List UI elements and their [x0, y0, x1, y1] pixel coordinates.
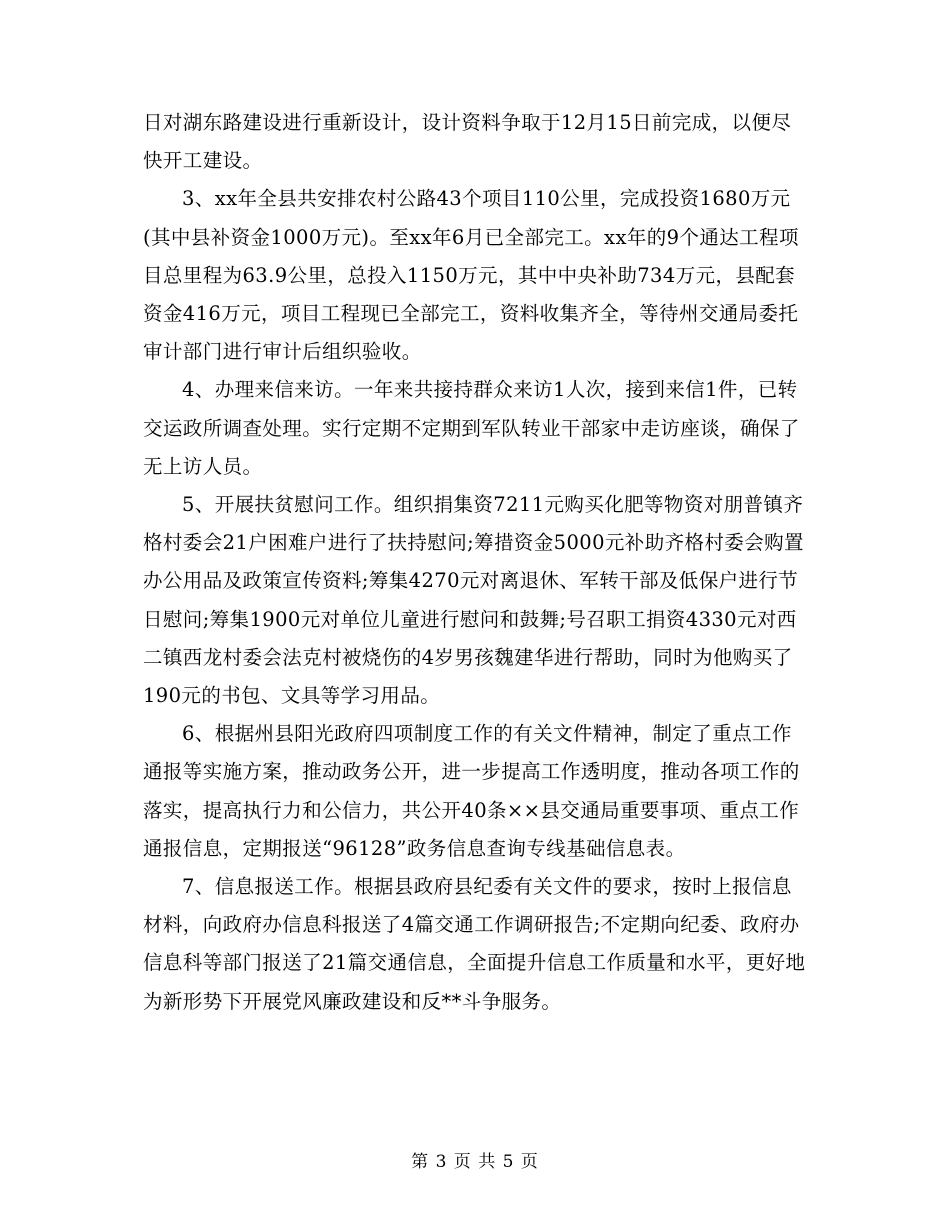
paragraph-letters-visits: 4、办理来信来访。一年来共接持群众来访1人次，接到来信1件，已转交运政所调查处理。实行定期不定期到军队转业干部家中走访座谈，确保了无上访人员。 — [143, 378, 800, 478]
paragraph-information-reporting: 7、信息报送工作。根据县政府县纪委有关文件的要求，按时上报信息材料，向政府办信息科报送了4篇交通工作调研报告;不定期向纪委、政府办信息科等部门报送了21篇交通信息，全面提升信息工作质量和水平，更好地为新形势下开展党风廉政建设和反**斗争服务。 — [143, 875, 806, 1013]
paragraph-poverty-relief: 5、开展扶贫慰问工作。组织捐集资7211元购买化肥等物资对朋普镇齐格村委会21户困难户进行了扶持慰问;筹措资金5000元补助齐格村委会购置办公用品及政策宣传资料;筹集4270元对离退休、军转干部及低保户进行节日慰问;筹集1900元对单位儿童进行慰问和鼓舞;号召职工捐资4330元对西二镇西龙村委会法克村被烧伤的4岁男孩魏建华进行帮助，同时为他购买了190元的书包、文具等学习用品。 — [143, 493, 804, 708]
paragraph-rural-roads: 3、xx年全县共安排农村公路43个项目110公里，完成投资1680万元(其中县补资金1000万元)。至xx年6月已全部完工。xx年的9个通达工程项目总里程为63.9公里，总投入1150万元，其中中央补助734万元，县配套资金416万元，项目工程现已全部完工，资料收集齐全，等待州交通局委托审计部门进行审计后组织验收。 — [143, 187, 799, 364]
page-number-footer: 第 3 页 共 5 页 — [411, 1152, 539, 1172]
paragraph-continued: 日对湖东路建设进行重新设计，设计资料争取于12月15日前完成，以便尽快开工建设。 — [143, 111, 792, 173]
document-body — [143, 104, 809, 1021]
paragraph-open-government: 6、根据州县阳光政府四项制度工作的有关文件精神，制定了重点工作通报等实施方案，推动政务公开，进一步提高工作透明度，推动各项工作的落实，提高执行力和公信力，共公开40条××县交通局重要事项、重点工作通报信息，定期报送“96128”政务信息查询专线基础信息表。 — [143, 722, 800, 860]
